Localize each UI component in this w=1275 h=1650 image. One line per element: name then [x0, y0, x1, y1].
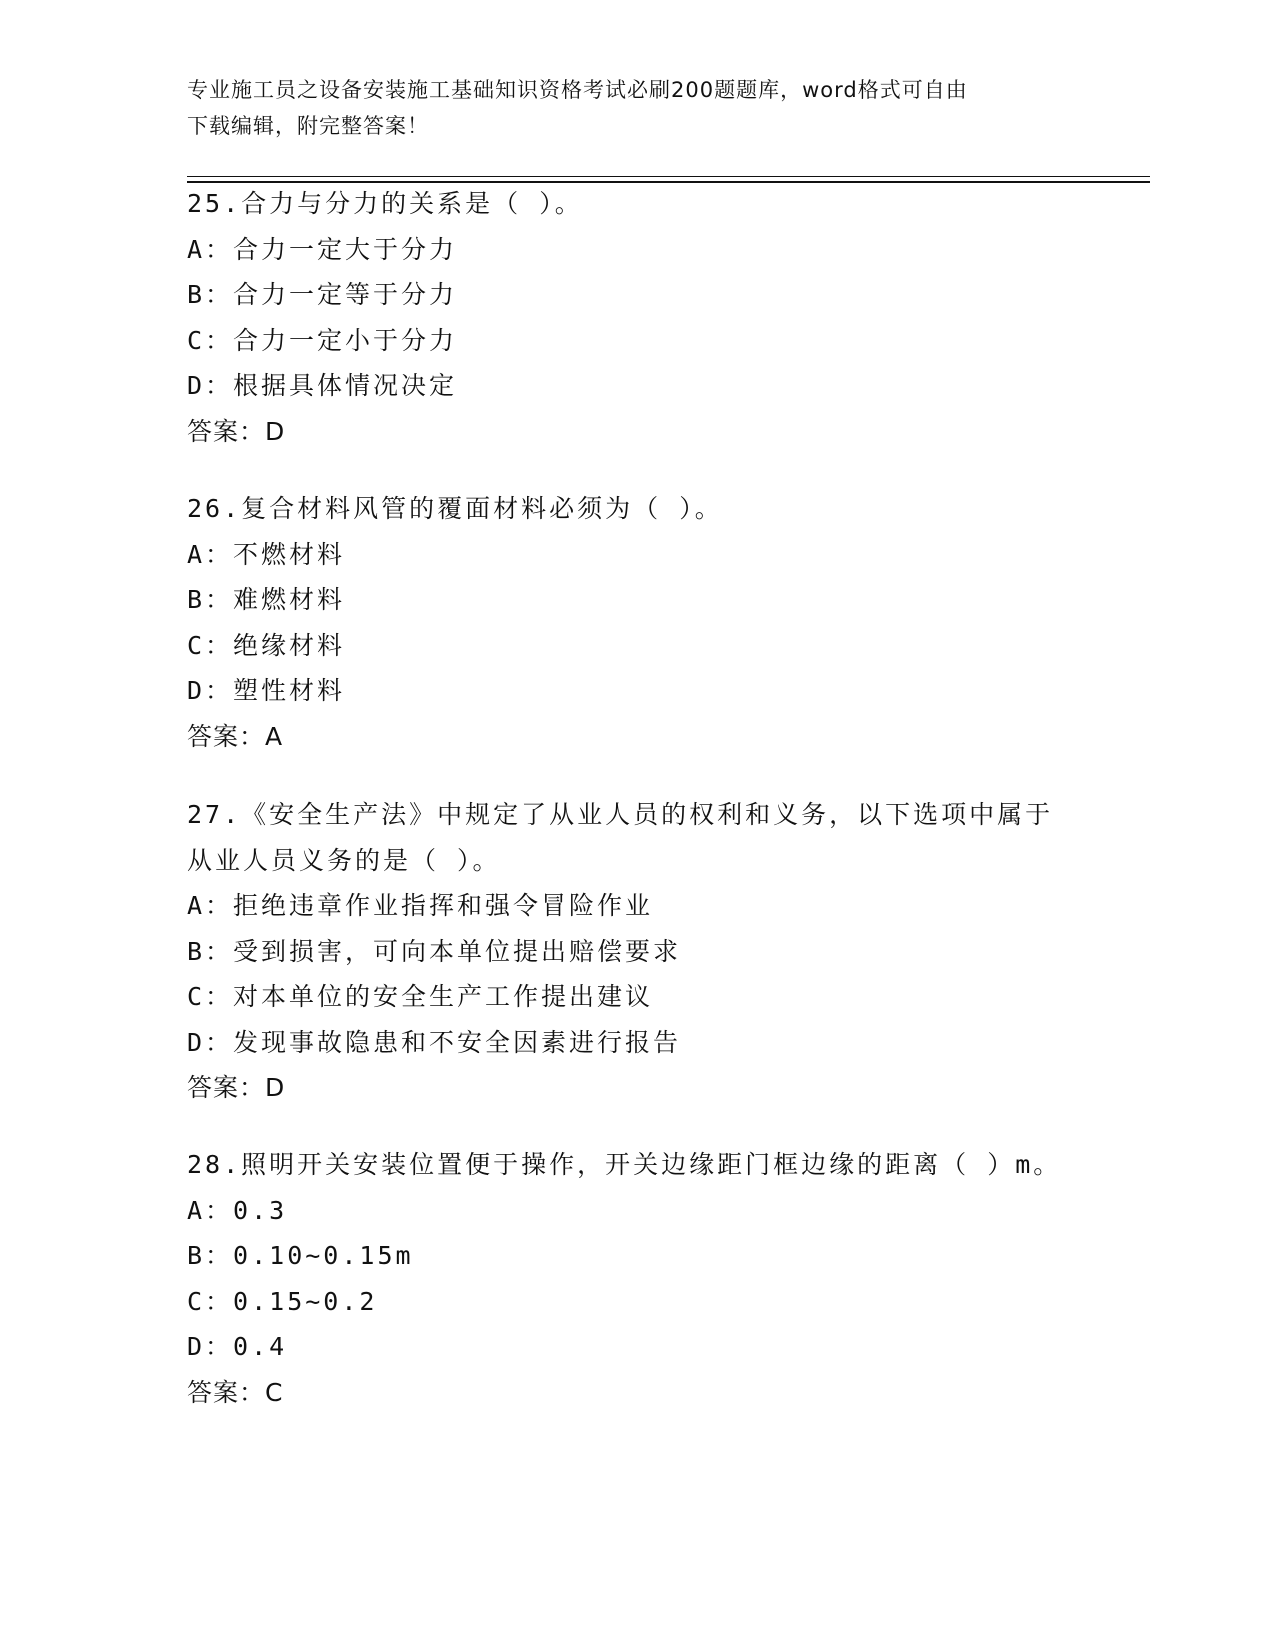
header-divider-thin [187, 176, 1150, 177]
option-b: B：合力一定等于分力 [187, 280, 458, 309]
question-25 [187, 181, 1087, 454]
option-c: C：对本单位的安全生产工作提出建议 [187, 982, 654, 1011]
question-26 [187, 486, 1087, 759]
answer: 答案：D [187, 416, 286, 446]
question-stem: 25.合力与分力的关系是（ ）。 [187, 189, 583, 218]
option-d: D：塑性材料 [187, 676, 346, 705]
option-a: A：0.3 [187, 1195, 288, 1225]
question-stem: 28.照明开关安装位置便于操作，开关边缘距门框边缘的距离（ ）m。 [187, 1150, 1062, 1179]
question-27 [187, 792, 1087, 1111]
option-b: B：难燃材料 [187, 585, 346, 614]
question-stem: 26.复合材料风管的覆面材料必须为（ ）。 [187, 494, 723, 523]
document-header [187, 72, 1087, 144]
option-c: C：绝缘材料 [187, 630, 346, 660]
option-d: D：0.4 [187, 1332, 288, 1361]
option-b: B：受到损害，可向本单位提出赔偿要求 [187, 936, 682, 966]
option-d: D：根据具体情况决定 [187, 371, 458, 400]
header-line-2: 下载编辑，附完整答案！ [187, 114, 429, 138]
answer: 答案：C [187, 1377, 284, 1407]
option-a: A：合力一定大于分力 [187, 234, 458, 264]
option-c: C：合力一定小于分力 [187, 325, 458, 355]
question-stem-continued: 从业人员义务的是（ ）。 [187, 845, 501, 875]
answer: 答案：D [187, 1073, 286, 1102]
option-a: A：不燃材料 [187, 539, 346, 569]
answer: 答案：A [187, 721, 284, 751]
option-b: B：0.10~0.15m [187, 1241, 414, 1270]
question-28 [187, 1142, 1087, 1415]
question-stem: 27.《安全生产法》中规定了从业人员的权利和义务，以下选项中属于 [187, 800, 1054, 829]
option-c: C：0.15~0.2 [187, 1286, 378, 1316]
option-d: D：发现事故隐患和不安全因素进行报告 [187, 1027, 682, 1057]
option-a: A：拒绝违章作业指挥和强令冒险作业 [187, 891, 654, 920]
header-line-1: 专业施工员之设备安装施工基础知识资格考试必刷200题题库，word格式可自由 [187, 78, 968, 102]
